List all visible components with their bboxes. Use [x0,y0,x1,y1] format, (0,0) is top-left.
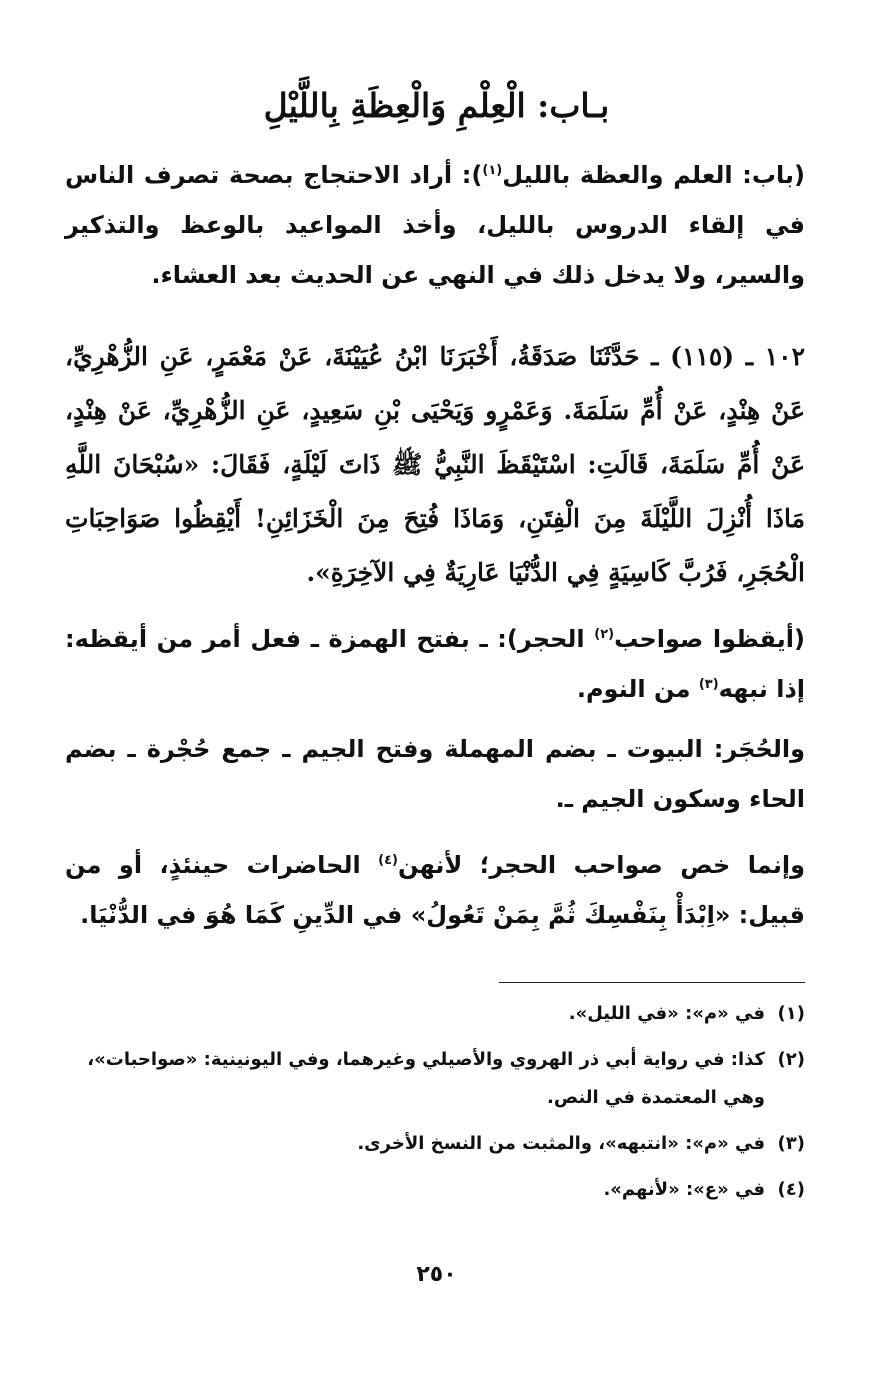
footnote-number: (١) [777,1003,805,1024]
footnote [65,1125,805,1163]
footnote-ref-3: (٣) [698,677,719,692]
footnote-number: (٤) [777,1179,805,1200]
commentary-1-middle: الحجر): ـ بفتح الهمزة ـ فعل أمر من أيقظه: إذا نبهه [65,625,805,703]
footnote [65,1041,805,1117]
page-number: ٢٥٠ [416,1262,457,1287]
footnote-text: في «ع»: «لأنهم». [603,1179,765,1200]
chapter-title: بـاب: الْعِلْمِ وَالْعِظَةِ بِاللَّيْلِ [263,86,610,125]
footnote-divider [499,982,805,983]
footnote-number: (٣) [777,1133,805,1154]
footnote-ref-4: (٤) [378,853,398,868]
commentary-1-start: (أيقظوا صواحب [614,625,806,653]
commentary-paragraph-2: والحُجَر: البيوت ـ بضم المهملة وفتح الجيم ـ جمع حُجْرة ـ بضم الحاء وسكون الجيم ـ. [65,735,805,813]
intro-text-start: (باب: العلم والعظة بالليل [502,161,805,189]
intro-text-rest: ): أراد الاحتجاج بصحة تصرف الناس في إلقاء الدروس بالليل، وأخذ المواعيد بالوعظ والتذكير والسير، ولا يدخل ذلك في النهي عن الحديث بعد العشاء. [65,161,805,289]
footnote [65,995,805,1033]
hadith-paragraph: ١٠٢ ـ (١١٥) ـ حَدَّثَنَا صَدَقَةُ، أَخْبَرَنَا ابْنُ عُيَيْنَةَ، عَنْ مَعْمَرٍ، عَنِ الزُّهْرِيِّ، عَنْ هِنْدٍ، عَنْ أُمِّ سَلَمَةَ. وَعَمْرٍو وَيَحْيَى بْنِ سَعِيدٍ، عَنِ الزُّهْرِيِّ، عَنْ هِنْدٍ، عَنْ أُمِّ سَلَمَةَ، قَالَتِ: اسْتَيْقَظَ النَّبِيُّ ﷺ ذَاتَ لَيْلَةٍ، فَقَالَ: «سُبْحَانَ اللَّهِ مَاذَا أُنْزِلَ اللَّيْلَةَ مِنَ الْفِتَنِ، وَمَاذَا فُتِحَ مِنَ الْخَزَائِنِ! أَيْقِظُوا صَوَاحِبَاتِ الْحُجَرِ، فَرُبَّ كَاسِيَةٍ فِي الدُّنْيَا عَارِيَةٌ فِي الآخِرَةِ». [65,342,806,587]
footnote-number: (٢) [777,1049,805,1070]
commentary-paragraph-3 [65,840,805,940]
footnote-ref-2: (٢) [594,627,615,642]
footnotes [65,995,805,1217]
commentary-paragraph-1 [65,614,805,714]
commentary-3-end: الحاضرات حينئذٍ، أو من قبيل: «اِبْدَأْ بِنَفْسِكَ ثُمَّ بِمَنْ تَعُولُ» في الدِّينِ كَمَا هُوَ في الدُّنْيَا. [65,851,805,929]
commentary-3-start: وإنما خص صواحب الحجر؛ لأنهن [397,851,805,879]
footnote [65,1171,805,1209]
footnote-ref-1: (١) [482,163,503,178]
commentary-1-end: من النوم. [576,675,699,703]
footnote-text: في «م»: «انتبهه»، والمثبت من النسخ الأخرى. [357,1133,765,1154]
footnote-text: كذا: في رواية أبي ذر الهروي والأصيلي وغيرهما، وفي اليونينية: «صواحبات»، وهي المعتمدة في النص. [87,1049,765,1108]
footnote-text: في «م»: «في الليل». [568,1003,765,1024]
intro-paragraph [65,150,805,300]
